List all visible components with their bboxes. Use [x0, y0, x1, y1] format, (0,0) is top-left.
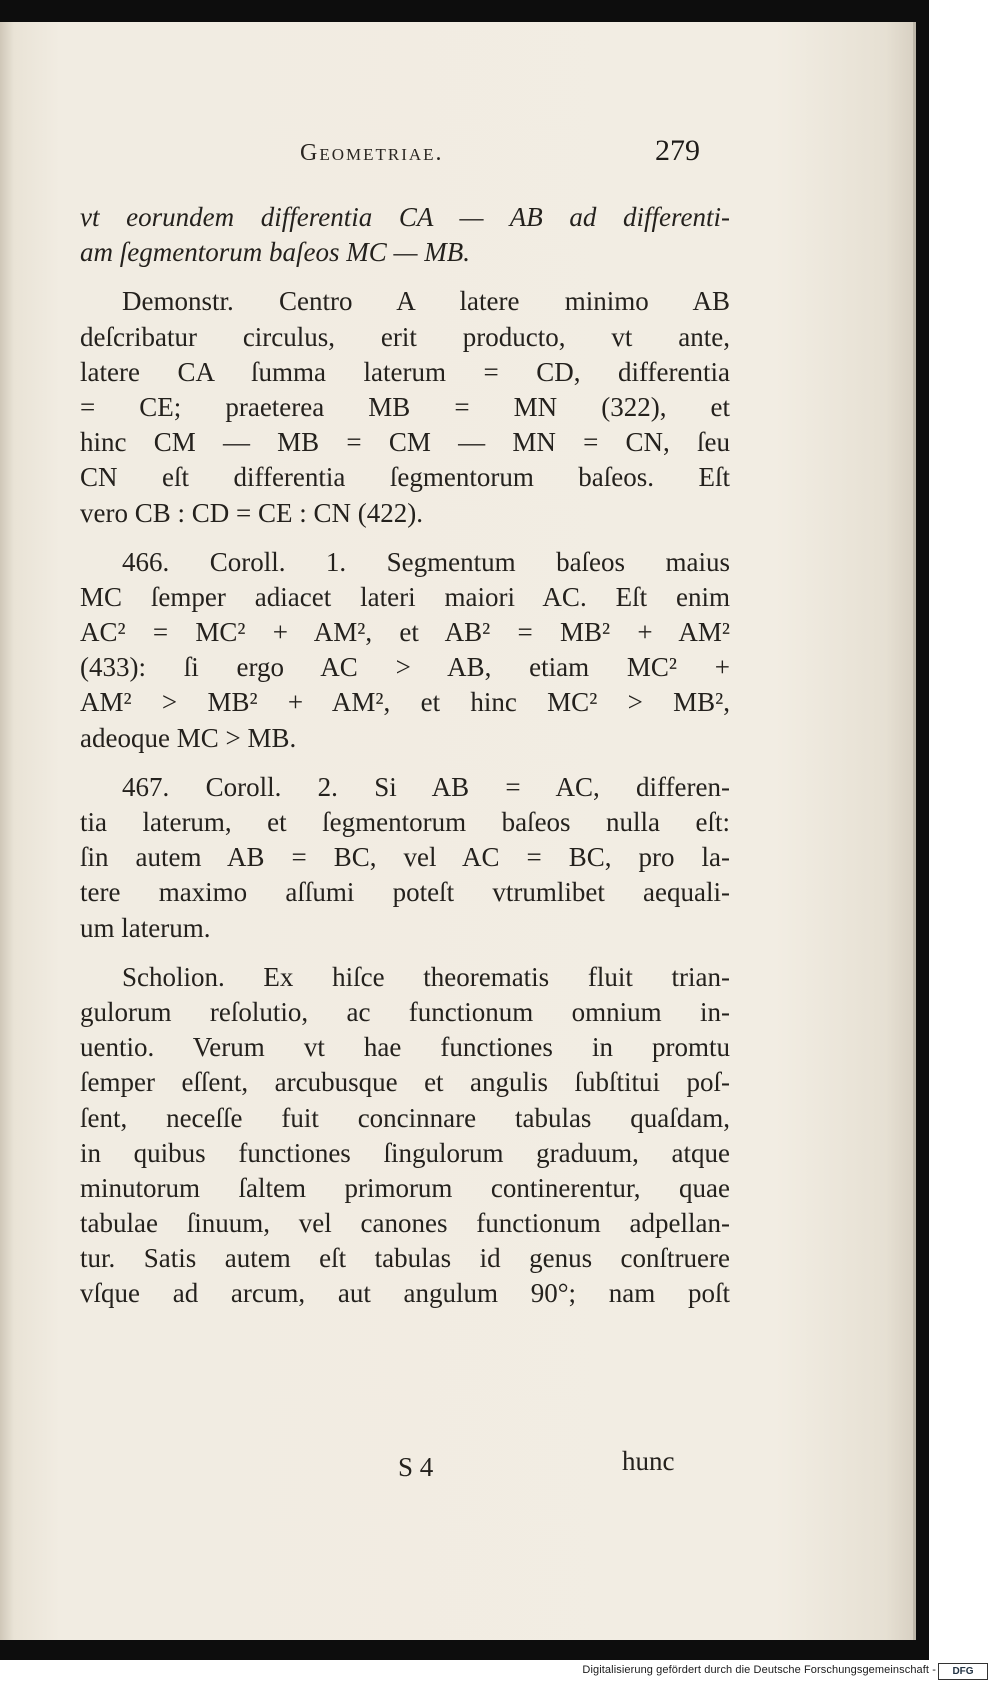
- paragraph-demonstratio: [80, 284, 730, 530]
- text-line: vero CB : CD = CE : CN (422).: [80, 497, 423, 528]
- text-line: AM² > MB² + AM², et hinc MC² > MB²,: [80, 687, 730, 718]
- text-line: ſemper eſſent, arcubusque et angulis ſubſtitui poſ-: [80, 1067, 730, 1098]
- text-line: Demonstr. Centro A latere minimo AB: [122, 286, 730, 317]
- paragraph-continuation: [80, 200, 730, 270]
- text-line: tia laterum, et ſegmentorum baſeos nulla eſt:: [80, 807, 730, 837]
- text-line: Scholion. Ex hiſce theorematis fluit trian-: [122, 961, 730, 992]
- catchword: hunc: [622, 1446, 675, 1476]
- text-line: vt eorundem differentia CA — AB ad differenti-: [80, 202, 730, 232]
- text-line: adeoque MC > MB.: [80, 722, 297, 753]
- text-line: am ſegmentorum baſeos MC — MB.: [80, 237, 470, 268]
- text-line: 467. Coroll. 2. Si AB = AC, differen-: [122, 771, 730, 802]
- text-line: CN eſt differentia ſegmentorum baſeos. Eſt: [80, 462, 730, 493]
- text-line: ſent, neceſſe fuit concinnare tabulas quaſdam,: [80, 1102, 730, 1133]
- text-line: MC ſemper adiacet lateri maiori AC. Eſt enim: [80, 581, 730, 612]
- text-line: tabulae ſinuum, vel canones functionum adpellan-: [80, 1208, 730, 1239]
- text-line: uentio. Verum vt hae functiones in promtu: [80, 1032, 730, 1063]
- paragraph-corollarium-466: [80, 545, 730, 756]
- text-line: tere maximo aſſumi poteſt vtrumlibet aequali-: [80, 877, 730, 908]
- text-line: hinc CM — MB = CM — MN = CN, ſeu: [80, 427, 730, 458]
- text-line: tur. Satis autem eſt tabulas id genus conſtruere: [80, 1243, 730, 1274]
- text-line: (433): ſi ergo AC > AB, etiam MC² +: [80, 652, 730, 683]
- paragraph-scholion: [80, 960, 730, 1312]
- text-line: in quibus functiones ſingulorum graduum, atque: [80, 1137, 730, 1168]
- page-header: [0, 134, 913, 174]
- text-line: deſcribatur circulus, erit producto, vt ante,: [80, 321, 730, 352]
- text-line: gulorum reſolutio, ac functionum omnium in-: [80, 996, 730, 1027]
- page-number: 279: [655, 134, 700, 167]
- text-line: = CE; praeterea MB = MN (322), et: [80, 391, 730, 422]
- text-line: 466. Coroll. 1. Segmentum baſeos maius: [122, 546, 730, 577]
- paragraph-corollarium-467: [80, 770, 730, 946]
- dfg-logo-icon: DFG: [938, 1663, 988, 1680]
- digitization-credit: Digitalisierung gefördert durch die Deutsche Forschungsgemeinschaft -: [582, 1664, 936, 1676]
- signature-mark: S 4: [398, 1452, 434, 1482]
- body-text: [80, 200, 730, 1326]
- book-page: [0, 22, 916, 1640]
- text-line: um laterum.: [80, 912, 211, 943]
- text-line: latere CA ſumma laterum = CD, differentia: [80, 356, 730, 387]
- text-line: AC² = MC² + AM², et AB² = MB² + AM²: [80, 617, 730, 648]
- text-line: vſque ad arcum, aut angulum 90°; nam poſt: [80, 1278, 730, 1309]
- text-line: minutorum ſaltem primorum continerentur, quae: [80, 1172, 730, 1203]
- page-footer: [0, 1446, 913, 1492]
- running-head: Geometriae.: [300, 140, 444, 166]
- text-line: ſin autem AB = BC, vel AC = BC, pro la-: [80, 842, 730, 873]
